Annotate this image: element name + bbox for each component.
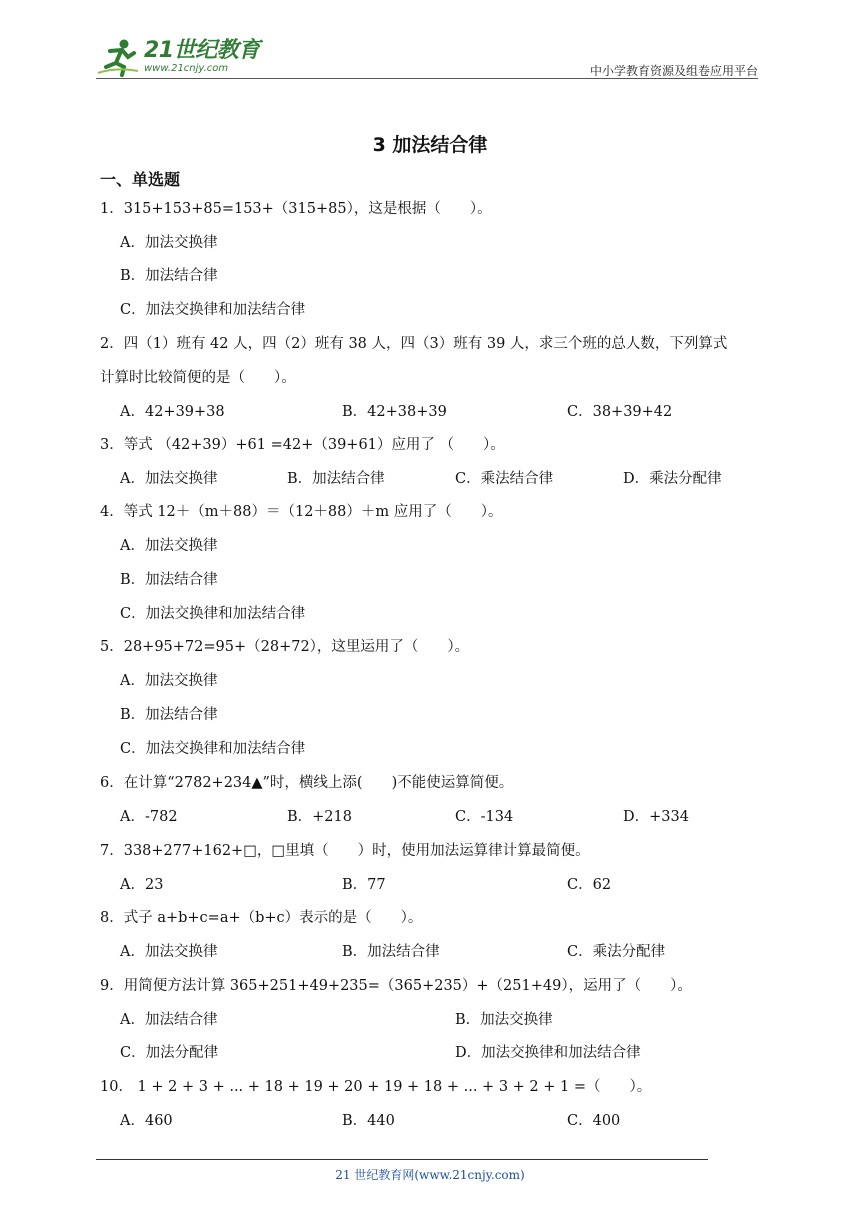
question-10: 10． 1 + 2 + 3 + ... + 18 + 19 + 20 + 19 + 18 + ... + 3 + 2 + 1 =（ ）。 (100, 1079, 652, 1095)
question-3: 3．等式 （42+39）+61 =42+（39+61）应用了 （ ）。 (100, 437, 505, 453)
question-2-cont: 计算时比较简便的是（ ）。 (100, 370, 296, 386)
page-header (96, 36, 758, 80)
platform-name: 中小学教育资源及组卷应用平台 (589, 64, 758, 78)
question-7: 7．338+277+162+□，□里填（ ）时，使用加法运算律计算最简便。 (100, 843, 590, 859)
q2-option-a[interactable]: A．42+39+38 (120, 404, 225, 420)
q9-option-d[interactable]: D．加法交换律和加法结合律 (455, 1045, 641, 1061)
question-2: 2．四（1）班有 42 人，四（2）班有 38 人，四（3）班有 39 人，求三个班的总人数，下列算式 (100, 336, 728, 352)
question-8: 8．式子 a+b+c=a+（b+c）表示的是（ ）。 (100, 910, 423, 926)
q3-option-c[interactable]: C．乘法结合律 (455, 471, 554, 487)
header-divider (96, 78, 758, 79)
runner-logo-icon (96, 37, 140, 77)
question-6: 6．在计算“2782+234▲”时，横线上添( )不能使运算简便。 (100, 775, 514, 791)
q8-option-c[interactable]: C．乘法分配律 (567, 944, 666, 960)
q3-option-d[interactable]: D．乘法分配律 (623, 471, 722, 487)
q10-option-c[interactable]: C．400 (567, 1113, 621, 1129)
q6-option-c[interactable]: C．-134 (455, 809, 514, 825)
q7-option-c[interactable]: C．62 (567, 877, 612, 893)
q9-option-a[interactable]: A．加法结合律 (120, 1012, 218, 1028)
q3-option-a[interactable]: A．加法交换律 (120, 471, 218, 487)
q5-option-c[interactable]: C．加法交换律和加法结合律 (120, 741, 306, 757)
question-9: 9．用简便方法计算 365+251+49+235=（365+235）+（251+49），运用了（ ）。 (100, 978, 692, 994)
q3-option-b[interactable]: B．加法结合律 (287, 471, 385, 487)
q1-option-b[interactable]: B．加法结合律 (120, 268, 218, 284)
q10-option-a[interactable]: A．460 (120, 1113, 173, 1129)
footer-divider (96, 1159, 708, 1160)
q6-option-a[interactable]: A．-782 (120, 809, 178, 825)
q5-option-b[interactable]: B．加法结合律 (120, 707, 218, 723)
q4-option-a[interactable]: A．加法交换律 (120, 538, 218, 554)
q8-option-b[interactable]: B．加法结合律 (342, 944, 440, 960)
q6-option-d[interactable]: D．+334 (623, 809, 689, 825)
footer-link[interactable]: 21 世纪教育网(www.21cnjy.com) (335, 1168, 525, 1182)
q10-option-b[interactable]: B．440 (342, 1113, 395, 1129)
brand-logo (96, 36, 260, 78)
logo-main-text: 21世纪教育 (144, 38, 260, 63)
q6-option-b[interactable]: B．+218 (287, 809, 352, 825)
logo-url-text: www.21cnjy.com (144, 63, 229, 74)
question-5: 5．28+95+72=95+（28+72），这里运用了（ ）。 (100, 639, 470, 655)
q7-option-a[interactable]: A．23 (120, 877, 164, 893)
q4-option-b[interactable]: B．加法结合律 (120, 572, 218, 588)
q1-option-a[interactable]: A．加法交换律 (120, 235, 218, 251)
q5-option-a[interactable]: A．加法交换律 (120, 673, 218, 689)
section-heading: 一、单选题 (100, 170, 181, 189)
q7-option-b[interactable]: B．77 (342, 877, 386, 893)
q8-option-a[interactable]: A．加法交换律 (120, 944, 218, 960)
q9-option-c[interactable]: C．加法分配律 (120, 1045, 219, 1061)
document-title: 3 加法结合律 (372, 134, 488, 156)
question-1: 1．315+153+85=153+（315+85），这是根据（ ）。 (100, 201, 492, 217)
q9-option-b[interactable]: B．加法交换律 (455, 1012, 553, 1028)
q1-option-c[interactable]: C．加法交换律和加法结合律 (120, 302, 306, 318)
question-4: 4．等式 12＋（m＋88）＝（12＋88）＋m 应用了（ ）。 (100, 504, 503, 520)
q4-option-c[interactable]: C．加法交换律和加法结合律 (120, 606, 306, 622)
q2-option-b[interactable]: B．42+38+39 (342, 404, 447, 420)
q2-option-c[interactable]: C．38+39+42 (567, 404, 673, 420)
